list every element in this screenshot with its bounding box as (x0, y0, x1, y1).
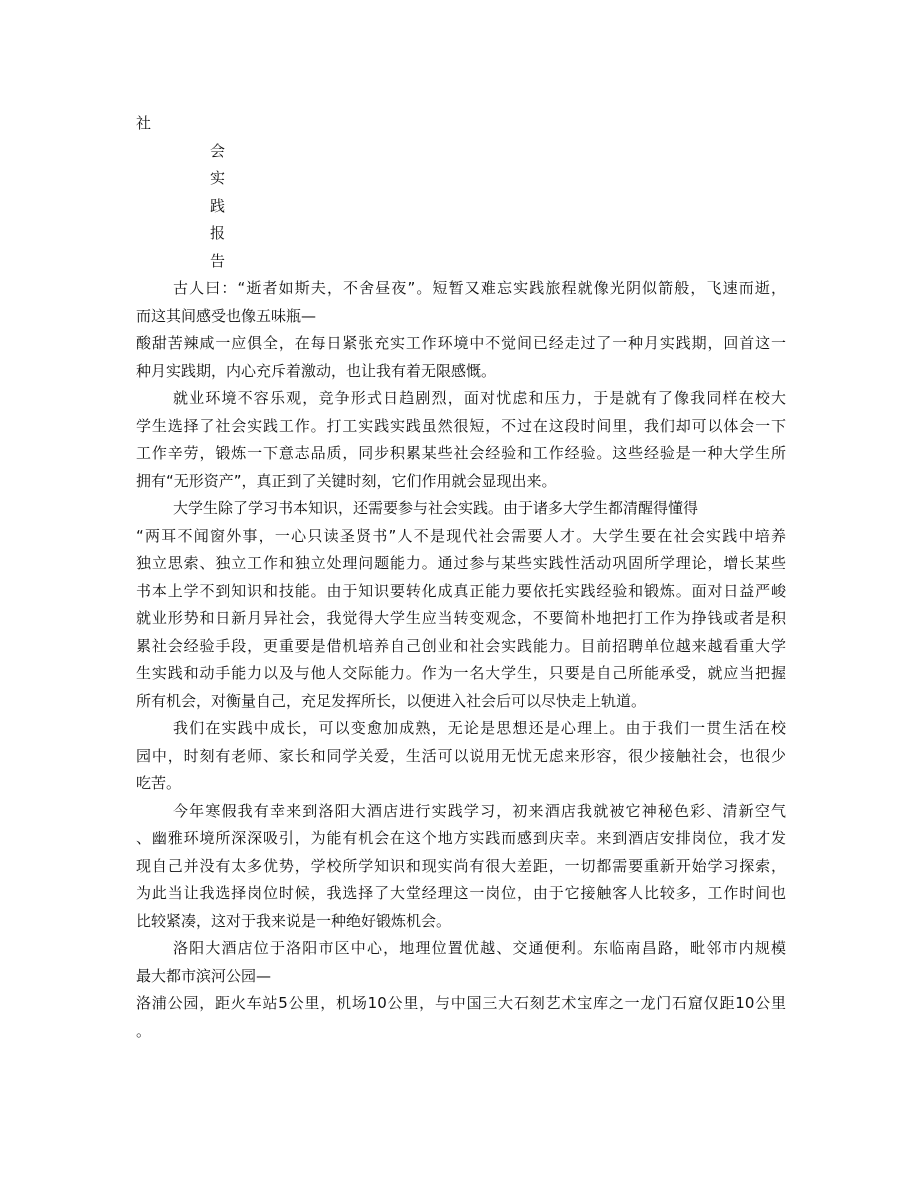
text-line: 今年寒假我有幸来到洛阳大酒店进行实践学习，初来酒店我就被它神秘色彩、清新空气 (173, 801, 786, 820)
title-char: 会 (210, 141, 226, 160)
text-line: 我们在实践中成长，可以变愈加成熟，无论是思想还是心理上。由于我们一贯生活在校 (173, 719, 786, 737)
text-line: 累社会经验手段，更重要是借机培养自己创业和社会实践能力。目前招聘单位越来越看重大学 (136, 636, 786, 655)
text-line: 学生选择了社会实践工作。打工实践实践虽然很短，不过在这段时间里，我们却可以体会一下 (136, 416, 786, 435)
text-line: 吃苦。 (136, 774, 182, 792)
text-line: 园中，时刻有老师、家长和同学关爱，生活可以说用无忧无虑来形容，很少接触社会，也很少 (136, 746, 786, 765)
text-line: 。 (136, 1021, 152, 1040)
text-line: 工作辛劳，锻炼一下意志品质，同步积累某些社会经验和工作经验。这些经验是一种大学生所 (136, 444, 786, 462)
text-line: 、幽雅环境所深深吸引，为能有机会在这个地方实践而感到庆幸。来到酒店安排岗位，我才发 (136, 829, 786, 847)
text-line: 就业环境不容乐观，竞争形式日趋剧烈，面对忧虑和压力，于是就有了像我同样在校大 (173, 389, 786, 407)
title-char: 报 (210, 224, 226, 242)
text-line: 所有机会，对衡量自己，充足发挥所长，以便进入社会后可以尽快走上轨道。 (136, 691, 647, 710)
title-char: 社 (136, 114, 152, 132)
title-char: 践 (210, 196, 226, 215)
text-line: 洛浦公园，距火车站5公里，机场10公里，与中国三大石刻艺术宝库之一龙门石窟仅距10公里 (136, 994, 786, 1012)
text-line: “两耳不闻窗外事，一心只读圣贤书”人不是现代社会需要人才。大学生要在社会实践中培养 (136, 526, 786, 545)
title-char: 告 (210, 251, 226, 270)
text-line: 现自己并没有太多优势，学校所学知识和现实尚有很大差距，一切都需要重新开始学习探索， (136, 856, 786, 875)
text-line: 拥有“无形资产”，真正到了关键时刻，它们作用就会显现出来。 (136, 471, 557, 490)
text-line: 种月实践期，内心充斥着激动，也让我有着无限感慨。 (136, 361, 497, 380)
text-line: 洛阳大酒店位于洛阳市区中心，地理位置优越、交通便利。东临南昌路，毗邻市内规模 (173, 939, 786, 957)
text-line: 最大都市滨河公园— (136, 966, 272, 985)
text-line: 大学生除了学习书本知识，还需要参与社会实践。由于诸多大学生都清醒得懂得 (173, 499, 699, 517)
text-line: 酸甜苦辣咸一应俱全，在每日紧张充实工作环境中不觉间已经走过了一种月实践期，回首这一 (136, 334, 786, 352)
text-line: 而这其间感受也像五味瓶— (136, 306, 317, 325)
report-title (136, 110, 786, 275)
text-line: 生实践和动手能力以及与他人交际能力。作为一名大学生，只要是自己所能承受，就应当把握 (136, 664, 786, 682)
text-line: 独立思索、独立工作和独立处理问题能力。通过参与某些实践性活动巩固所学理论，增长某些 (136, 554, 786, 572)
text-line: 古人曰：“逝者如斯夫，不舍昼夜”。短暂又难忘实践旅程就像光阴似箭般，飞速而逝， (173, 279, 786, 297)
text-line: 比较紧凑，这对于我来说是一种绝好锻炼机会。 (136, 911, 452, 930)
text-line: 为此当让我选择岗位时候，我选择了大堂经理这一岗位，由于它接触客人比较多，工作时间也 (136, 884, 786, 902)
report-body (136, 110, 786, 1045)
text-line: 就业形势和日新月异社会，我觉得大学生应当转变观念，不要简朴地把打工作为挣钱或者是积 (136, 609, 786, 627)
report-text (136, 275, 786, 1045)
title-char: 实 (210, 169, 226, 187)
text-line: 书本上学不到知识和技能。由于知识要转化成真正能力要依托实践经验和锻炼。面对日益严峻 (136, 581, 786, 600)
